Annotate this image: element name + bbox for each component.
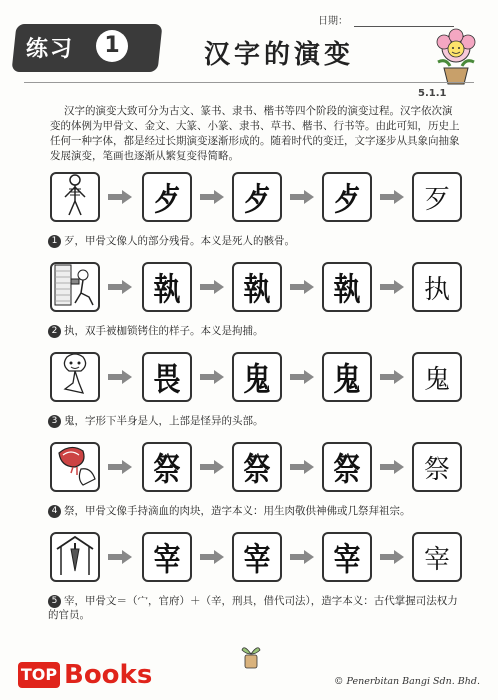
evolution-row (50, 442, 464, 494)
arrow-right-icon (200, 550, 224, 564)
ancient-script-box (232, 262, 282, 312)
ancient-glyph: 鬼 (333, 360, 361, 398)
row-number: 5 (48, 595, 61, 608)
ancient-glyph: 歺 (243, 180, 271, 218)
logo-top-text: TOP (18, 662, 60, 688)
logo-books-text: Books (64, 660, 153, 690)
ancient-script-box (142, 352, 192, 402)
modern-character: 执 (423, 274, 450, 305)
flower-pot-icon (428, 28, 484, 86)
evolution-row (50, 172, 464, 224)
ancient-script-box (142, 532, 192, 582)
row-caption (48, 414, 468, 428)
ancient-script-box (232, 442, 282, 492)
ancient-glyph: 宰 (243, 540, 271, 578)
skeleton-icon (53, 173, 97, 221)
ancient-glyph: 執 (153, 270, 181, 308)
ancient-script-box (142, 442, 192, 492)
header-divider (24, 82, 474, 83)
copyright-notice: © Penerbitan Bangi Sdn. Bhd. (334, 676, 480, 687)
date-line[interactable] (354, 26, 454, 27)
ancient-glyph: 畏 (153, 360, 181, 398)
arrow-right-icon (290, 280, 314, 294)
date-label: 日期： (318, 16, 348, 27)
modern-character: 宰 (423, 544, 450, 575)
ancient-script-box (322, 262, 372, 312)
modern-character-box (412, 352, 462, 402)
ghost-icon (53, 353, 97, 401)
illustration-box (50, 262, 100, 312)
exercise-number: 1 (96, 30, 128, 62)
page-plant-icon (240, 640, 262, 670)
modern-character-box (412, 262, 462, 312)
exercise-label: 练习 (26, 37, 75, 62)
arrow-right-icon (200, 190, 224, 204)
illustration-box (50, 442, 100, 492)
ancient-script-box (142, 172, 192, 222)
modern-character: 鬼 (423, 364, 450, 395)
ancient-glyph: 執 (243, 270, 271, 308)
ancient-script-box (322, 352, 372, 402)
ancient-glyph: 鬼 (243, 360, 271, 398)
arrow-right-icon (200, 460, 224, 474)
modern-character: 祭 (423, 454, 450, 485)
arrow-right-icon (380, 460, 404, 474)
ancient-glyph: 宰 (153, 540, 181, 578)
arrow-right-icon (380, 550, 404, 564)
ancient-glyph: 祭 (153, 450, 181, 488)
ancient-glyph: 宰 (333, 540, 361, 578)
kneeling-prisoner-icon (53, 263, 97, 311)
evolution-row (50, 352, 464, 404)
ancient-glyph: 祭 (333, 450, 361, 488)
page-title: 汉字的演变 (204, 40, 355, 70)
arrow-right-icon (108, 460, 132, 474)
modern-character-box (412, 172, 462, 222)
arrow-right-icon (200, 280, 224, 294)
caption-text: 祭，甲骨文像手持滴血的肉块，造字本义：用生肉敬供神佛或几祭拜祖宗。 (64, 505, 411, 517)
ancient-glyph: 歺 (333, 180, 361, 218)
row-caption (48, 234, 468, 248)
arrow-right-icon (290, 370, 314, 384)
illustration-box (50, 172, 100, 222)
modern-character: 歹 (423, 184, 450, 215)
arrow-right-icon (108, 280, 132, 294)
arrow-right-icon (290, 460, 314, 474)
caption-text: 宰，甲骨文＝（宀，官府）＋（辛，刑具，借代司法），造字本义：古代掌握司法权力的官员。 (48, 595, 458, 621)
ancient-script-box (322, 532, 372, 582)
modern-character-box (412, 532, 462, 582)
arrow-right-icon (108, 190, 132, 204)
arrow-right-icon (108, 550, 132, 564)
arrow-right-icon (108, 370, 132, 384)
caption-text: 歹，甲骨文像人的部分残骨。本义是死人的骸骨。 (64, 235, 295, 247)
ancient-script-box (142, 262, 192, 312)
lesson-code: 5.1.1 (418, 88, 447, 99)
ancient-script-box (322, 442, 372, 492)
arrow-right-icon (380, 370, 404, 384)
ancient-glyph: 祭 (243, 450, 271, 488)
arrow-right-icon (380, 280, 404, 294)
ancient-script-box (322, 172, 372, 222)
house-knife-icon (53, 533, 97, 581)
ancient-script-box (232, 352, 282, 402)
row-caption (48, 504, 468, 518)
ancient-glyph: 執 (333, 270, 361, 308)
row-number: 2 (48, 325, 61, 338)
row-caption (48, 594, 468, 622)
caption-text: 鬼，字形下半身是人，上部是怪异的头部。 (64, 415, 264, 427)
illustration-box (50, 532, 100, 582)
ancient-glyph: 歺 (153, 180, 181, 218)
arrow-right-icon (200, 370, 224, 384)
row-number: 1 (48, 235, 61, 248)
caption-text: 执，双手被枷锁铐住的样子。本义是拘捕。 (64, 325, 264, 337)
intro-paragraph: 汉字的演变大致可分为古文、篆书、隶书、楷书等四个阶段的演变过程。汉字依次演变的体例为甲骨文、金文、大篆、小篆、隶书、草书、楷书、行书等。由此可知，历史上任何一种字体，都是经过长期演变逐渐形成的。随着时代的变迁，文字逐步从具象向抽象发展演变，笔画也逐渐从繁复变得简略。 (50, 105, 460, 162)
meat-hand-icon (53, 443, 97, 491)
arrow-right-icon (290, 550, 314, 564)
arrow-right-icon (290, 190, 314, 204)
illustration-box (50, 352, 100, 402)
row-caption (48, 324, 468, 338)
evolution-row (50, 262, 464, 314)
ancient-script-box (232, 172, 282, 222)
date-field[interactable] (318, 12, 454, 27)
row-number: 3 (48, 415, 61, 428)
evolution-row (50, 532, 464, 584)
arrow-right-icon (380, 190, 404, 204)
modern-character-box (412, 442, 462, 492)
ancient-script-box (232, 532, 282, 582)
row-number: 4 (48, 505, 61, 518)
